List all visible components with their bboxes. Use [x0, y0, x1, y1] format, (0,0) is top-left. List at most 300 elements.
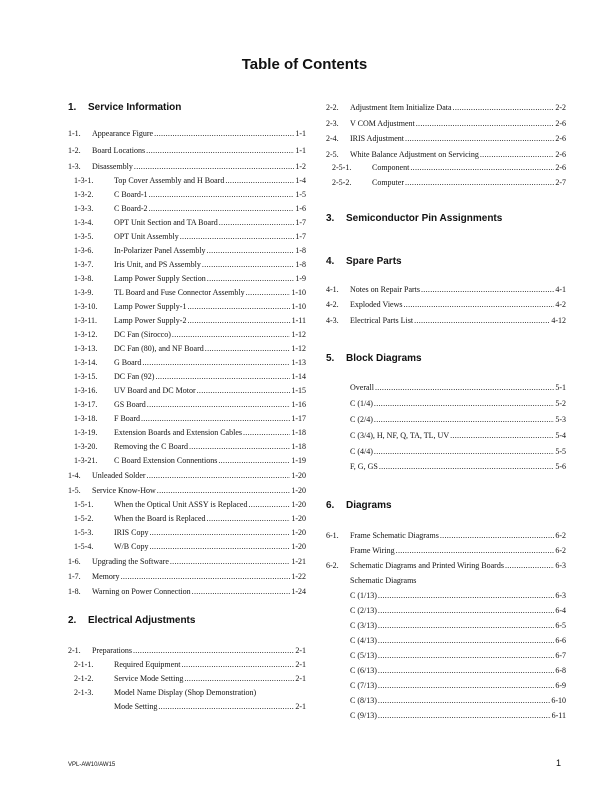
toc-entry[interactable]	[326, 446, 566, 457]
toc-entry-number: 1-5-3.	[74, 528, 94, 537]
page-title: Table of Contents	[241, 56, 368, 73]
toc-entry-label: OPT Unit Section and TA Board	[114, 218, 218, 227]
dot-leader	[440, 530, 554, 541]
toc-entry-label: Service Mode Setting	[114, 674, 184, 683]
toc-entry-label: Iris Unit, and PS Assembly	[114, 260, 201, 269]
dot-leader	[379, 461, 555, 472]
toc-entry-page: 1-16	[291, 400, 306, 409]
toc-entry-label: Required Equipment	[114, 660, 181, 669]
toc-entry[interactable]	[68, 371, 306, 382]
toc-entry-number: 1-1.	[68, 129, 81, 138]
toc-entry[interactable]	[68, 203, 306, 214]
toc-entry-number	[326, 605, 350, 616]
toc-entry-number: 1-3-16.	[74, 386, 98, 395]
toc-entry-label: C (2/4)	[350, 415, 373, 424]
toc-entry[interactable]	[68, 571, 306, 582]
toc-entry-page: 4-12	[551, 316, 566, 325]
section-number: 1.	[68, 102, 77, 113]
dot-leader	[403, 299, 554, 310]
dot-leader	[378, 590, 554, 601]
toc-entry-page: 6-9	[555, 681, 566, 690]
toc-entry[interactable]	[68, 485, 306, 496]
toc-entry[interactable]	[68, 259, 306, 270]
toc-entry-number: 2-1.	[68, 646, 81, 655]
toc-entry[interactable]	[68, 413, 306, 424]
toc-entry-number	[326, 695, 350, 706]
toc-entry[interactable]	[68, 513, 306, 524]
toc-entry-page: 6-7	[555, 651, 566, 660]
toc-entry[interactable]	[68, 527, 306, 538]
toc-entry-label: When the Optical Unit ASSY is Replaced	[114, 500, 248, 509]
dot-leader	[187, 315, 290, 326]
toc-entry-label: In-Polarizer Panel Assembly	[114, 246, 206, 255]
toc-entry[interactable]	[68, 701, 306, 712]
toc-entry-page: 1-15	[291, 386, 306, 395]
toc-entry-page: 5-5	[555, 447, 566, 456]
dot-leader	[378, 695, 550, 706]
toc-entry-number: 1-2.	[68, 146, 81, 155]
toc-entry-label: Frame Wiring	[350, 546, 395, 555]
dot-leader	[248, 499, 290, 510]
toc-entry[interactable]	[68, 287, 306, 298]
toc-entry-number: 2-5.	[326, 150, 339, 159]
toc-entry[interactable]	[326, 430, 566, 441]
toc-entry-number: 4-1.	[326, 285, 339, 294]
dot-leader	[205, 343, 291, 354]
toc-entry-number: 6-1.	[326, 531, 339, 540]
dot-leader	[207, 245, 295, 256]
toc-entry-page: 6-3	[555, 591, 566, 600]
toc-entry-page: 1-20	[291, 514, 306, 523]
toc-entry-label: IRIS Copy	[114, 528, 149, 537]
toc-entry[interactable]	[326, 530, 566, 541]
toc-entry-label: Extension Boards and Extension Cables	[114, 428, 242, 437]
dot-leader	[450, 430, 554, 441]
toc-entry-page: 2-6	[555, 134, 566, 143]
toc-entry-number: 1-3-1.	[74, 176, 94, 185]
dot-leader	[225, 175, 294, 186]
toc-entry-label: DC Fan (92)	[114, 372, 155, 381]
dot-leader	[378, 650, 554, 661]
toc-entry-number: 1-5.	[68, 486, 81, 495]
toc-entry[interactable]	[68, 541, 306, 552]
toc-entry-page: 1-18	[291, 428, 306, 437]
dot-leader	[192, 586, 291, 597]
toc-entry-label: Overall	[350, 383, 374, 392]
dot-leader	[375, 382, 554, 393]
toc-entry-label: C (1/13)	[350, 591, 377, 600]
section-heading[interactable]	[326, 352, 566, 365]
toc-entry-label: Lamp Power Supply-1	[114, 302, 187, 311]
footer-page-number: 1	[556, 758, 562, 768]
toc-entry-label: Schematic Diagrams and Printed Wiring Boards	[350, 561, 504, 570]
toc-entry-label: Schematic Diagrams	[350, 576, 417, 585]
toc-entry-label: C (9/13)	[350, 711, 377, 720]
dot-leader	[187, 301, 290, 312]
toc-entry[interactable]	[326, 650, 566, 661]
toc-entry[interactable]	[326, 560, 566, 571]
toc-entry-label: C Board-2	[114, 204, 148, 213]
toc-entry-page: 2-6	[555, 119, 566, 128]
toc-entry-label: Warning on Power Connection	[92, 587, 191, 596]
toc-entry-label: C (1/4)	[350, 399, 373, 408]
dot-leader	[154, 128, 294, 139]
toc-entry-number	[326, 635, 350, 646]
toc-entry-page: 1-20	[291, 471, 306, 480]
toc-entry-label: V COM Adjustment	[350, 119, 415, 128]
toc-entry-page: 5-6	[555, 462, 566, 471]
toc-entry-page: 1-5	[295, 190, 306, 199]
toc-entry[interactable]	[326, 102, 566, 113]
toc-entry-label: Electrical Parts List	[350, 316, 414, 325]
toc-entry-page: 2-1	[295, 660, 306, 669]
toc-entry-number: 1-3-8.	[74, 274, 94, 283]
toc-entry[interactable]	[326, 710, 566, 721]
toc-entry-page: 4-2	[555, 300, 566, 309]
dot-leader	[202, 259, 294, 270]
dot-leader	[421, 284, 554, 295]
toc-entry-number	[326, 414, 350, 425]
dot-leader	[172, 329, 290, 340]
toc-entry-page: 1-20	[291, 542, 306, 551]
toc-entry[interactable]	[68, 556, 306, 567]
section-title: Service Information	[88, 102, 182, 113]
dot-leader	[505, 560, 554, 571]
toc-entry[interactable]	[68, 645, 306, 656]
toc-entry[interactable]	[68, 385, 306, 396]
toc-entry-number	[326, 590, 350, 601]
toc-entry-page: 1-20	[291, 486, 306, 495]
toc-entry-page: 6-2	[555, 531, 566, 540]
toc-entry[interactable]	[68, 231, 306, 242]
toc-entry[interactable]	[326, 665, 566, 676]
toc-entry-page: 2-1	[295, 702, 306, 711]
section-title: Block Diagrams	[346, 353, 422, 364]
toc-entry-number: 2-1-3.	[74, 688, 94, 697]
toc-entry-number: 1-3-10.	[74, 302, 98, 311]
section-heading[interactable]	[326, 212, 566, 225]
toc-entry-label: DC Fan (80), and NF Board	[114, 344, 204, 353]
toc-entry-number	[326, 461, 350, 472]
toc-entry-label: C Board-1	[114, 190, 148, 199]
toc-entry[interactable]	[68, 586, 306, 597]
dot-leader	[378, 635, 554, 646]
toc-entry-page: 1-21	[291, 557, 306, 566]
toc-entry[interactable]	[326, 545, 566, 556]
toc-entry[interactable]	[68, 161, 306, 172]
toc-entry[interactable]	[326, 575, 416, 586]
dot-leader	[405, 133, 554, 144]
toc-entry-page: 5-2	[555, 399, 566, 408]
section-heading[interactable]	[326, 255, 566, 268]
section-heading[interactable]	[68, 101, 306, 114]
dot-leader	[219, 217, 295, 228]
toc-entry[interactable]	[326, 620, 566, 631]
toc-entry-page: 1-8	[295, 260, 306, 269]
toc-entry-page: 1-4	[295, 176, 306, 185]
toc-entry[interactable]	[326, 398, 566, 409]
toc-entry-page: 6-5	[555, 621, 566, 630]
toc-entry[interactable]	[326, 605, 566, 616]
toc-entry-page: 1-6	[295, 204, 306, 213]
toc-entry[interactable]	[326, 414, 566, 425]
dot-leader	[378, 680, 554, 691]
dot-leader	[243, 427, 290, 438]
toc-entry-number	[326, 680, 350, 691]
toc-entry[interactable]	[326, 680, 566, 691]
toc-entry-page: 6-10	[551, 696, 566, 705]
toc-entry-page: 1-22	[291, 572, 306, 581]
toc-entry-label: F Board	[114, 414, 140, 423]
toc-entry[interactable]	[68, 499, 306, 510]
toc-entry-label: When the Board is Replaced	[114, 514, 206, 523]
toc-entry-number: 2-5-1.	[332, 163, 352, 172]
dot-leader	[158, 701, 294, 712]
toc-entry-page: 1-1	[295, 129, 306, 138]
toc-entry-page: 1-10	[291, 288, 306, 297]
toc-entry-number	[326, 446, 350, 457]
toc-entry[interactable]	[326, 590, 566, 601]
dot-leader	[184, 673, 294, 684]
toc-entry[interactable]	[326, 299, 566, 310]
dot-leader	[410, 162, 554, 173]
dot-leader	[396, 545, 555, 556]
toc-entry-label: Disassembly	[92, 162, 133, 171]
toc-entry-page: 1-8	[295, 246, 306, 255]
toc-entry-label: C (4/13)	[350, 636, 377, 645]
toc-entry[interactable]	[68, 470, 306, 481]
toc-entry-number	[326, 398, 350, 409]
dot-leader	[147, 399, 291, 410]
toc-entry-page: 2-2	[555, 103, 566, 112]
toc-entry-label: C Board Extension Connentions	[114, 456, 218, 465]
toc-entry[interactable]	[68, 128, 306, 139]
toc-entry-label: Model Name Display (Shop Demonstration)	[114, 688, 257, 697]
toc-entry-page: 2-1	[295, 674, 306, 683]
toc-entry-number: 1-8.	[68, 587, 81, 596]
toc-entry-page: 1-14	[291, 372, 306, 381]
toc-entry-number: 1-3-11.	[74, 316, 98, 325]
dot-leader	[207, 513, 291, 524]
toc-entry[interactable]	[68, 315, 306, 326]
toc-entry-number: 1-3-6.	[74, 246, 94, 255]
toc-entry[interactable]	[68, 441, 306, 452]
toc-entry-label: Lamp Power Supply-2	[114, 316, 187, 325]
toc-entry-number	[326, 575, 350, 586]
toc-entry-page: 2-6	[555, 150, 566, 159]
section-number: 3.	[326, 213, 335, 224]
toc-entry-number: 1-3-19.	[74, 428, 98, 437]
toc-entry-page: 2-7	[555, 178, 566, 187]
dot-leader	[149, 203, 295, 214]
toc-entry-label: C (3/4), H, NF, Q, TA, TL, UV	[350, 431, 450, 440]
toc-entry-page: 2-1	[295, 646, 306, 655]
toc-entry-label: GS Board	[114, 400, 146, 409]
dot-leader	[374, 446, 554, 457]
toc-entry[interactable]	[326, 315, 566, 326]
toc-entry[interactable]	[68, 245, 306, 256]
toc-entry-page: 6-3	[555, 561, 566, 570]
toc-entry-label: Board Locations	[92, 146, 146, 155]
toc-entry-number: 1-3-3.	[74, 204, 94, 213]
dot-leader	[149, 541, 290, 552]
toc-entry[interactable]	[326, 461, 566, 472]
toc-entry[interactable]	[68, 301, 306, 312]
dot-leader	[157, 485, 291, 496]
toc-entry-label: Adjustment Item Initialize Data	[350, 103, 452, 112]
toc-entry[interactable]	[326, 635, 566, 646]
toc-entry-page: 1-17	[291, 414, 306, 423]
toc-entry-number: 1-3-18.	[74, 414, 98, 423]
dot-leader	[181, 659, 294, 670]
dot-leader	[170, 556, 290, 567]
toc-entry-number: 1-4.	[68, 471, 81, 480]
toc-entry-number: 1-3-7.	[74, 260, 94, 269]
toc-entry-page: 6-4	[555, 606, 566, 615]
section-title: Spare Parts	[346, 256, 402, 267]
toc-entry-number: 2-5-2.	[332, 178, 352, 187]
toc-entry-label: C (4/4)	[350, 447, 373, 456]
toc-entry[interactable]	[68, 175, 306, 186]
toc-entry-label: OPT Unit Assembly	[114, 232, 179, 241]
toc-entry-page: 1-12	[291, 330, 306, 339]
toc-entry-label: Preparations	[92, 646, 132, 655]
toc-entry-label: Unleaded Solder	[92, 471, 146, 480]
toc-entry-page: 1-19	[291, 456, 306, 465]
toc-entry-page: 6-11	[551, 711, 566, 720]
toc-entry-number: 4-2.	[326, 300, 339, 309]
dot-leader	[453, 102, 555, 113]
toc-entry-page: 1-11	[291, 316, 306, 325]
toc-entry-label: White Balance Adjustment on Servicing	[350, 150, 479, 159]
dot-leader	[480, 149, 554, 160]
dot-leader	[405, 177, 554, 188]
toc-entry-page: 1-7	[295, 218, 306, 227]
toc-entry-number	[326, 650, 350, 661]
toc-entry-page: 1-9	[295, 274, 306, 283]
dot-leader	[147, 470, 291, 481]
toc-entry-number: 6-2.	[326, 561, 339, 570]
toc-entry-number: 1-6.	[68, 557, 81, 566]
toc-entry-label: Computer	[372, 178, 404, 187]
toc-entry-page: 1-20	[291, 528, 306, 537]
toc-entry-page: 1-7	[295, 232, 306, 241]
toc-entry-page: 6-8	[555, 666, 566, 675]
toc-entry[interactable]	[326, 162, 566, 173]
toc-entry-label: Notes on Repair Parts	[350, 285, 420, 294]
toc-entry[interactable]	[326, 118, 566, 129]
toc-entry-label: Frame Schematic Diagrams	[350, 531, 439, 540]
toc-entry[interactable]	[68, 687, 256, 698]
toc-entry-number	[326, 382, 350, 393]
toc-entry[interactable]	[326, 382, 566, 393]
toc-entry[interactable]	[68, 189, 306, 200]
toc-entry-number: 1-3-9.	[74, 288, 94, 297]
toc-entry-number: 1-3-20.	[74, 442, 98, 451]
toc-entry-label: DC Fan (Sirocco)	[114, 330, 171, 339]
section-title: Diagrams	[346, 500, 392, 511]
toc-entry-number: 1-5-2.	[74, 514, 94, 523]
toc-entry[interactable]	[326, 177, 566, 188]
toc-entry-label: UV Board and DC Motor	[114, 386, 196, 395]
toc-entry[interactable]	[68, 343, 306, 354]
section-heading[interactable]	[68, 614, 306, 627]
toc-entry[interactable]	[68, 217, 306, 228]
toc-entry-page: 2-6	[555, 163, 566, 172]
toc-entry-label: Top Cover Assembly and H Board	[114, 176, 225, 185]
toc-entry-label: C (2/13)	[350, 606, 377, 615]
toc-entry[interactable]	[68, 659, 306, 670]
toc-entry-number: 1-3-17.	[74, 400, 98, 409]
section-number: 2.	[68, 615, 77, 626]
toc-entry-label: Component	[372, 163, 410, 172]
toc-entry[interactable]	[68, 427, 306, 438]
toc-entry-page: 1-12	[291, 344, 306, 353]
toc-entry[interactable]	[326, 695, 566, 706]
dot-leader	[189, 441, 290, 452]
toc-entry-page: 6-2	[555, 546, 566, 555]
section-heading[interactable]	[326, 499, 566, 512]
toc-entry-number	[326, 545, 350, 556]
toc-entry-page: 1-2	[295, 162, 306, 171]
toc-entry-page: 6-6	[555, 636, 566, 645]
dot-leader	[134, 161, 294, 172]
toc-entry[interactable]	[68, 357, 306, 368]
toc-entry-number	[326, 710, 350, 721]
toc-entry-number: 1-3-15.	[74, 372, 98, 381]
toc-entry-number	[326, 430, 350, 441]
toc-entry-number	[326, 665, 350, 676]
toc-entry[interactable]	[326, 133, 566, 144]
dot-leader	[246, 287, 291, 298]
toc-entry-label: W/B Copy	[114, 542, 149, 551]
dot-leader	[180, 231, 295, 242]
dot-leader	[378, 605, 554, 616]
toc-entry-number: 1-7.	[68, 572, 81, 581]
toc-entry-label: Upgrading the Software	[92, 557, 169, 566]
dot-leader	[149, 189, 295, 200]
toc-entry-page: 5-1	[555, 383, 566, 392]
toc-entry-label: F, G, GS	[350, 462, 378, 471]
dot-leader	[141, 413, 290, 424]
toc-entry[interactable]	[68, 145, 306, 156]
toc-entry[interactable]	[68, 399, 306, 410]
toc-entry-number: 1-5-4.	[74, 542, 94, 551]
toc-entry-number: 2-1-2.	[74, 674, 94, 683]
toc-entry[interactable]	[326, 284, 566, 295]
toc-entry[interactable]	[326, 149, 566, 160]
toc-entry-label: C (7/13)	[350, 681, 377, 690]
toc-entry-number: 1-3-14.	[74, 358, 98, 367]
dot-leader	[197, 385, 291, 396]
toc-entry[interactable]	[68, 455, 306, 466]
toc-entry-label: Exploded Views	[350, 300, 403, 309]
toc-entry-number: 1-3-13.	[74, 344, 98, 353]
toc-entry[interactable]	[68, 673, 306, 684]
footer-model: VPL-AW10/AW15	[68, 762, 116, 768]
toc-entry[interactable]	[68, 329, 306, 340]
toc-entry-page: 1-20	[291, 500, 306, 509]
toc-entry-number: 1-3-4.	[74, 218, 94, 227]
toc-entry-label: C (6/13)	[350, 666, 377, 675]
dot-leader	[374, 414, 554, 425]
toc-entry[interactable]	[68, 273, 306, 284]
toc-entry-label: C (3/13)	[350, 621, 377, 630]
toc-entry-number: 2-1-1.	[74, 660, 94, 669]
toc-entry-page: 1-13	[291, 358, 306, 367]
dot-leader	[149, 527, 290, 538]
dot-leader	[374, 398, 554, 409]
